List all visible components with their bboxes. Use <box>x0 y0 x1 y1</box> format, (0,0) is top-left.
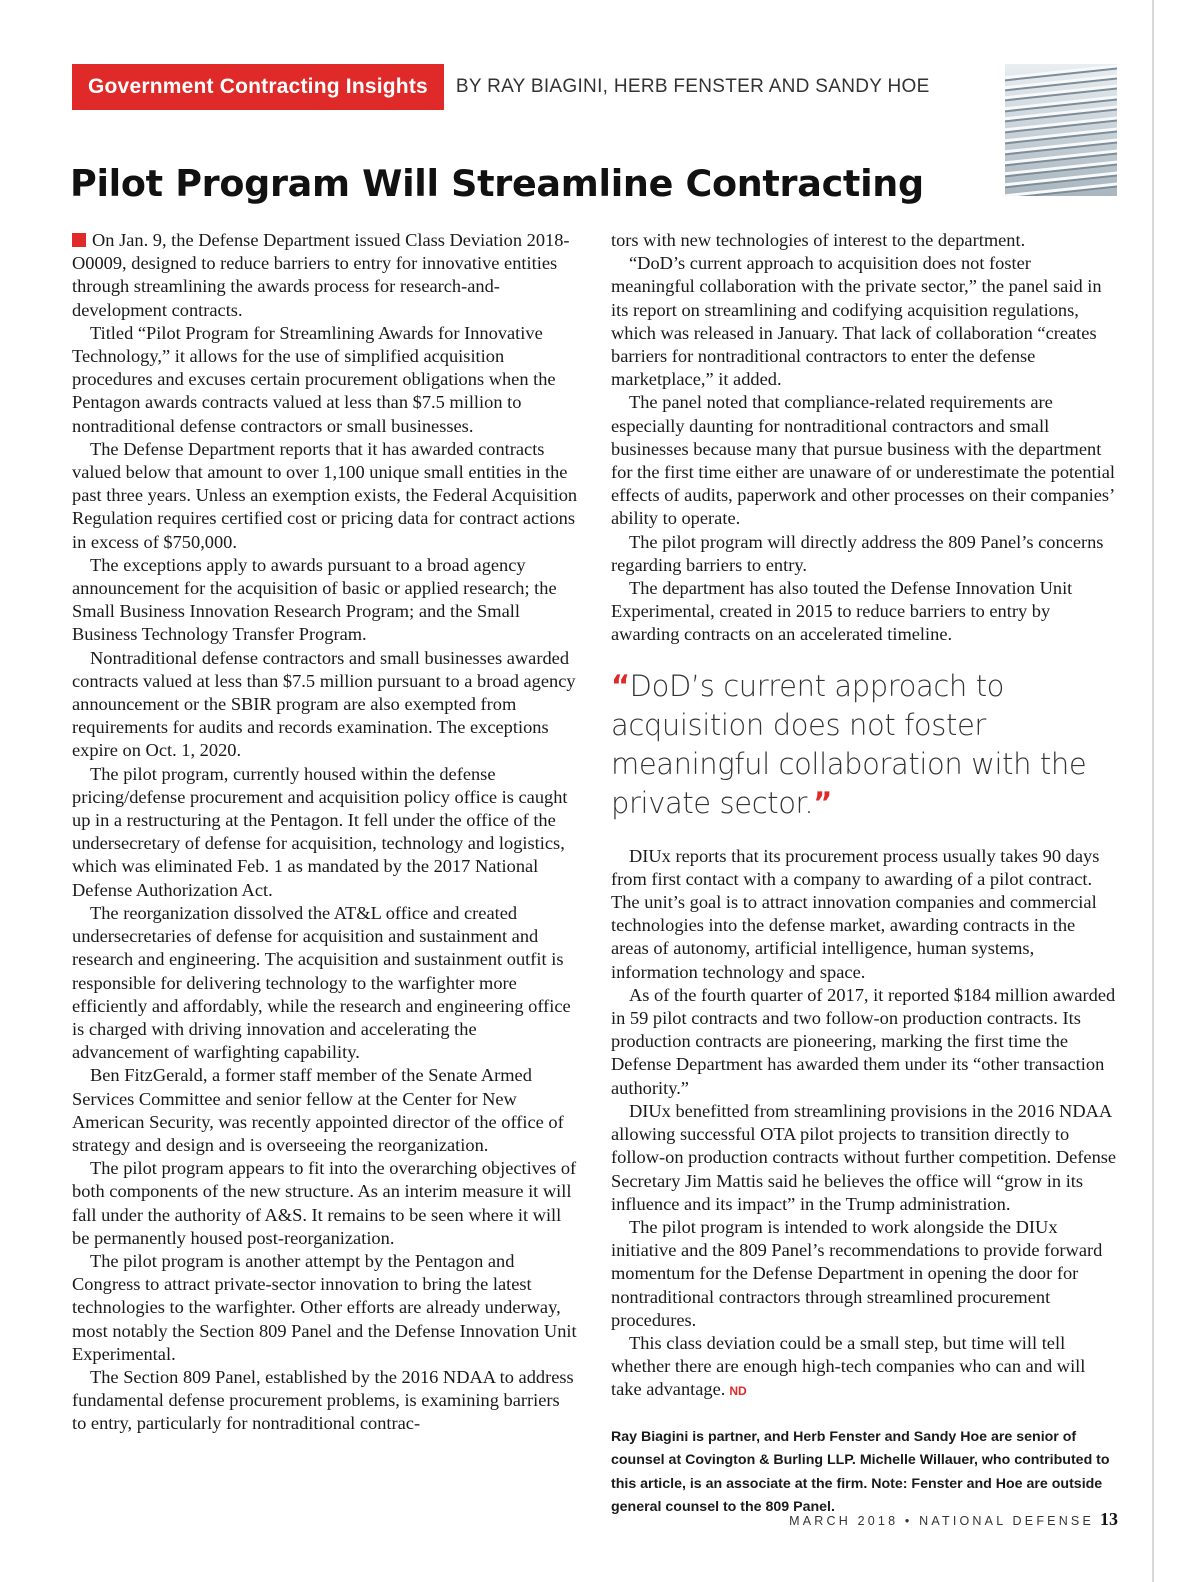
paragraph: The reorganization dissolved the AT&L office and created undersecretaries of defense for acquisition and sustainment and research and engineering. The acquisition and sustainment outfit is responsible for delivering technology to the warfighter more efficiently and affordably, while the research and engineering office is charged with driving innovation and accelerating the advancement of warfighting capability. <box>72 902 571 1063</box>
paragraph: The pilot program, currently housed within the defense pricing/defense procurement and acquisition policy office is caught up in a restructuring at the Pentagon. It fell under the office of the undersecretary of defense for acquisition, technology and logistics, which was eliminated Feb. 1 as mandated by the 2017 National Defense Authorization Act. <box>72 763 568 900</box>
headline: Pilot Program Will Streamline Contracting <box>70 162 924 205</box>
page-edge-divider <box>1152 0 1154 1582</box>
paragraph: This class deviation could be a small step, but time will tell whether there are enough high-tech companies who can and will take advantage. ND <box>611 1332 1086 1400</box>
section-start-marker <box>72 233 86 247</box>
close-quote-mark: ” <box>813 785 832 820</box>
issue-label: MARCH 2018 • NATIONAL DEFENSE <box>789 1514 1094 1528</box>
paragraph: As of the fourth quarter of 2017, it reported $184 million awarded in 59 pilot contracts and two follow-on production contracts. Its production contracts are pioneering, marking the first time the Defense Department has awarded them under its “other transaction authority.” <box>611 984 1116 1098</box>
paragraph: The pilot program is another attempt by the Pentagon and Congress to attract private-sector innovation to bring the latest technologies to the warfighter. Other efforts are already underway, most notably the Section 809 Panel and the Defense Innovation Unit Experimental. <box>72 1250 577 1364</box>
paper-stack-image <box>1005 64 1117 196</box>
byline: BY RAY BIAGINI, HERB FENSTER AND SANDY HOE <box>455 76 930 97</box>
pull-quote <box>611 667 1117 823</box>
page-number: 13 <box>1100 1509 1118 1529</box>
paragraph: DIUx benefitted from streamlining provisions in the 2016 NDAA allowing successful OTA pilot projects to transition directly to follow-on production contracts without further competition. Defense Secretary Jim Mattis said he believes the office will “grow in its influence and its impact” in the Trump administration. <box>611 1100 1117 1214</box>
paragraph: The Defense Department reports that it has awarded contracts valued below that amount to over 1,100 unique small entities in the past three years. Unless an exemption exists, the Federal Acquisition Regulation requires certified cost or pricing data for contract actions in excess of $750,000. <box>72 438 578 552</box>
open-quote-mark: “ <box>611 668 630 703</box>
author-bio: Ray Biagini is partner, and Herb Fenster and Sandy Hoe are senior of counsel at Covington & Burling LLP. Michelle Willauer, who contributed to this article, is an associate at the firm. Note: Fenster and Hoe are outside general counsel to the 809 Panel. <box>611 1428 1110 1516</box>
section-label: Government Contracting Insights <box>72 64 444 110</box>
end-mark: ND <box>729 1384 747 1399</box>
paragraph: The panel noted that compliance-related requirements are especially daunting for nontraditional contractors and small businesses because many that pursue business with the department for the first time either are unaware of or underestimate the potential effects of audits, paperwork and other processes on their companies’ ability to operate. <box>611 392 1116 529</box>
paragraph: tors with new technologies of interest to the department. <box>611 230 1026 250</box>
right-column <box>611 229 1117 1520</box>
paragraph: The pilot program will directly address the 809 Panel’s concerns regarding barriers to entry. <box>611 531 1104 575</box>
paragraph: On Jan. 9, the Defense Department issued Class Deviation 2018-O0009, designed to reduce barriers to entry for innovative entities through streamlining the awards process for research-and-development contracts. <box>72 230 570 320</box>
article-header <box>72 64 930 110</box>
paragraph: “DoD’s current approach to acquisition does not foster meaningful collaboration with the private sector,” the panel said in its report on streamlining and codifying acquisition regulations, which was released in January. That lack of collaboration “creates barriers for nontraditional contractors to enter the defense marketplace,” it added. <box>611 253 1102 390</box>
paragraph: The department has also touted the Defense Innovation Unit Experimental, created in 2015 to reduce barriers to entry by awarding contracts on an accelerated timeline. <box>611 578 1073 645</box>
paragraph: DIUx reports that its procurement process usually takes 90 days from first contact with a company to awarding of a pilot contract. The unit’s goal is to attract innovation companies and commercial technologies into the defense market, awarding contracts in the areas of autonomy, artificial intelligence, human systems, information technology and space. <box>611 845 1100 982</box>
paragraph: Ben FitzGerald, a former staff member of the Senate Armed Services Committee and senior fellow at the Center for New American Security, was recently appointed director of the office of strategy and design and is overseeing the reorganization. <box>72 1065 564 1155</box>
page-footer <box>789 1509 1118 1530</box>
paragraph: The exceptions apply to awards pursuant to a broad agency announcement for the acquisition of basic or applied research; the Small Business Innovation Research Program; and the Small Business Technology Transfer Program. <box>72 554 557 645</box>
paragraph: The pilot program appears to fit into the overarching objectives of both components of the new structure. As an interim measure it will fall under the authority of A&S. It remains to be seen where it will be permanently housed post-reorganization. <box>72 1158 577 1248</box>
paragraph: The pilot program is intended to work alongside the DIUx initiative and the 809 Panel’s recommendations to provide forward momentum for the Defense Department in opening the door for nontraditional contractors through streamlined procurement procedures. <box>611 1216 1103 1330</box>
paragraph: The Section 809 Panel, established by the 2016 NDAA to address fundamental defense procurement problems, is examining barriers to entry, particularly for nontraditional contrac- <box>72 1366 574 1434</box>
paragraph: Nontraditional defense contractors and small businesses awarded contracts valued at less than $7.5 million pursuant to a broad agency announcement or the SBIR program are also exempted from requirements for audits and records examination. The exceptions expire on Oct. 1, 2020. <box>72 647 576 761</box>
pull-quote-text: DoD’s current approach to acquisition does not foster meaningful collaboration with the private sector. <box>611 668 1087 820</box>
paragraph: Titled “Pilot Program for Streamlining Awards for Innovative Technology,” it allows for the use of simplified acquisition procedures and excuses certain procurement obligations when the Pentagon awards contracts valued at less than $7.5 million to nontraditional defense contractors or small businesses. <box>72 322 556 436</box>
left-column <box>72 229 578 1436</box>
